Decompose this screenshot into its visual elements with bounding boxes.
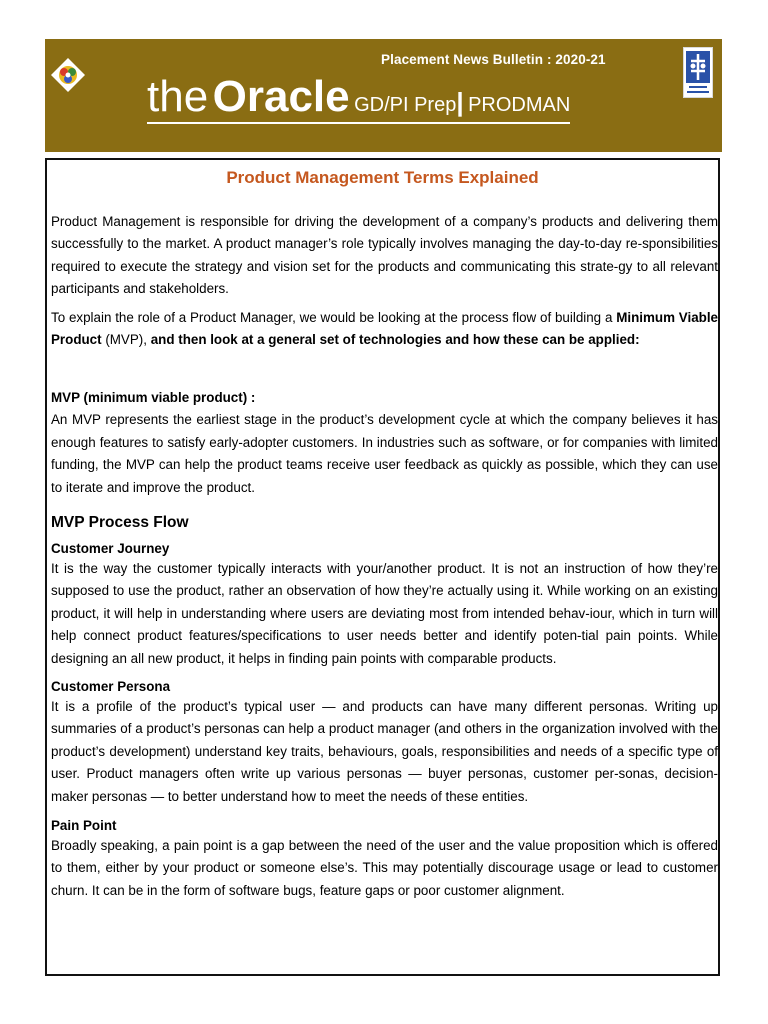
brand-oracle: Oracle — [212, 72, 350, 121]
mvp-heading: MVP (minimum viable product) : — [51, 390, 256, 405]
brand-gdpi: GD/PI Prep — [354, 94, 457, 116]
pain-point-paragraph: Broadly speaking, a pain point is a gap between the need of the user and the value proposition which is offered to them, either by your product or someone else’s. This may potentially discourage usage or lead to customer churn. It can be in the form of software bugs, feature gaps or poor customer alignment. — [51, 838, 718, 898]
header-banner — [45, 39, 722, 152]
institute-emblem-icon — [683, 47, 713, 98]
brand-title — [147, 72, 571, 124]
customer-journey-heading: Customer Journey — [51, 541, 170, 556]
explain-paragraph — [51, 307, 718, 352]
customer-journey-paragraph: It is the way the customer typically interacts with your/another product. It is not an instruction of how they’re supposed to use the product, rather an observation of how they’re actually using it. While working on an existing product, it will help in understanding where users are deviating most from intended behav-iour, which in turn will help connect product features/specifications to user needs better and identify poten-tial pain points. While designing an all new product, it helps in finding pain points with comparable products. — [51, 561, 718, 666]
explain-bold-end: and then look at a general set of technologies and how these can be applied: — [150, 332, 640, 348]
mvp-section — [51, 387, 718, 499]
article-title: Product Management Terms Explained — [226, 168, 539, 187]
explain-bold-mvp: Minimum Viable Product — [51, 310, 718, 348]
process-flow-heading: MVP Process Flow — [51, 514, 189, 531]
article-box — [45, 158, 720, 976]
intro-paragraph: Product Management is responsible for driving the development of a company’s products and delivering them successfully to the market. A product manager’s role typically involves managing the day-to-day re-sponsibilities required to execute the strategy and vision set for the products and communicating this strate-gy to all relevant participants and stakeholders. — [51, 214, 718, 297]
explain-text-start: To explain the role of a Product Manager, we would be looking at the process flow of building a — [51, 310, 617, 325]
pain-point-heading: Pain Point — [51, 818, 117, 833]
mvp-paragraph: An MVP represents the earliest stage in the product’s development cycle at which the company believes it has enough features to satisfy early-adopter customers. In industries such as software, or for companies with limited funding, the MVP can help the product teams receive user feedback as quickly as possible, which they can use to iterate and improve the product. — [51, 412, 718, 495]
customer-persona-paragraph: It is a profile of the product’s typical user — and products can have many different personas. Writing up summaries of a product’s personas can help a product manager (and others in the organization involved with the product’s development) understand key traits, behaviours, goals, responsibilities and needs of a specific type of user. Product managers often write up various personas — buyer personas, customer per-sonas, decision-maker personas — to better understand how to meet the needs of these entities. — [51, 699, 718, 804]
brand-separator: | — [456, 87, 464, 117]
college-logo-icon — [50, 57, 86, 93]
brand-the: the — [147, 72, 209, 121]
bulletin-label: Placement News Bulletin : 2020-21 — [381, 52, 606, 67]
brand-prodman: PRODMAN — [468, 94, 571, 116]
explain-text-mid: (MVP), — [101, 332, 151, 348]
customer-persona-heading: Customer Persona — [51, 679, 171, 694]
